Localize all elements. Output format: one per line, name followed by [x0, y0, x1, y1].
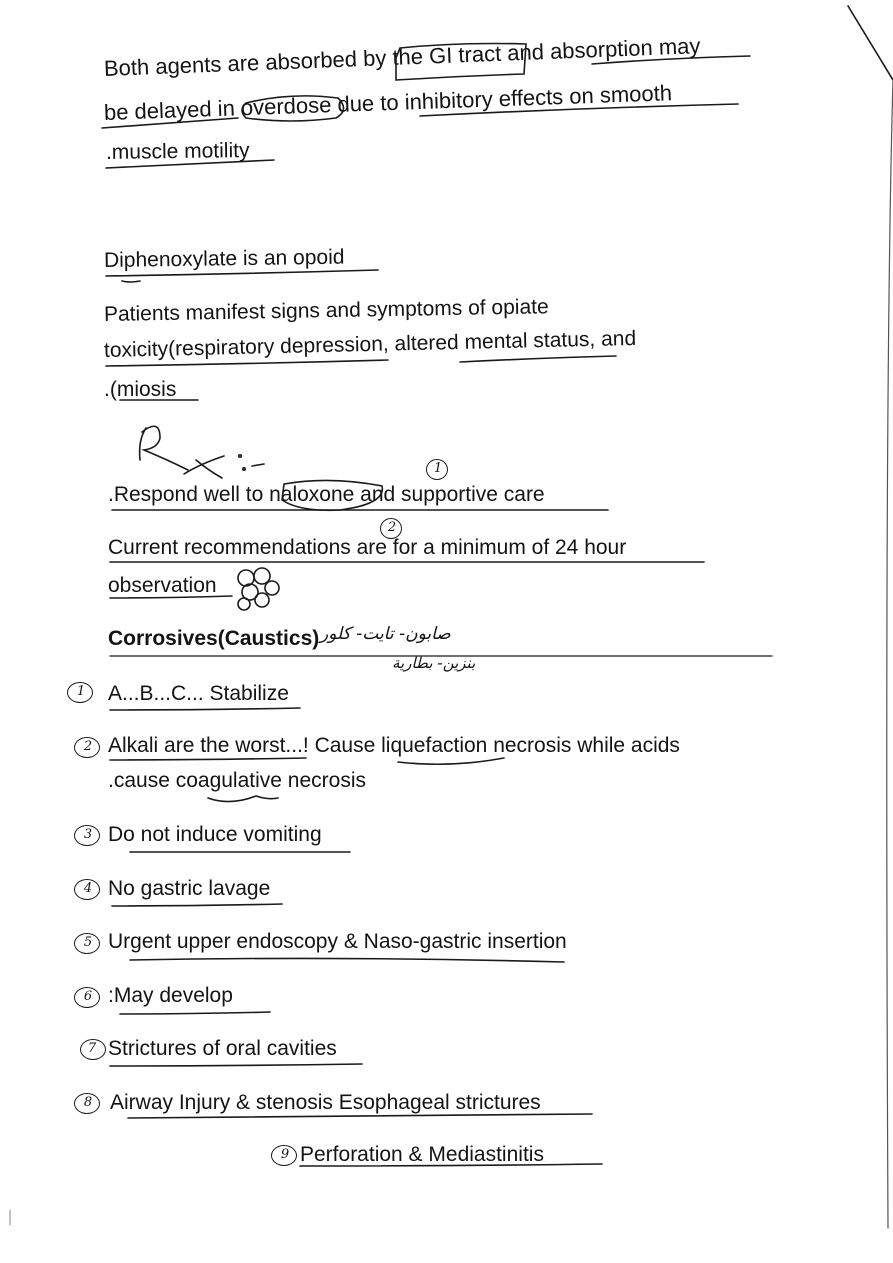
diphenoxylate-paragraph-line-3: .(miosis — [104, 378, 177, 401]
number-ring-7 — [80, 1039, 106, 1060]
number-ring-5 — [74, 933, 100, 954]
corrosives-item-2-line-1: Alkali are the worst...! Cause liquefaction necrosis while acids — [108, 734, 680, 757]
treatment-marker-1: 1 — [433, 461, 443, 476]
corrosives-item-4-number: 4 — [83, 881, 93, 896]
number-ring-t1 — [426, 459, 448, 480]
corrosives-item-2-line-2: .cause coagulative necrosis — [108, 769, 366, 792]
corrosives-item-6: :May develop — [108, 984, 233, 1007]
treatment-marker-2: 2 — [387, 520, 397, 535]
corrosives-item-7: Strictures of oral cavities — [108, 1037, 337, 1060]
intro-line-1: Both agents are absorbed by the GI tract and absorption may — [103, 33, 701, 81]
number-ring-6 — [74, 987, 100, 1008]
corrosives-item-4: No gastric lavage — [108, 877, 271, 900]
corrosives-item-9: Perforation & Mediastinitis — [300, 1143, 544, 1166]
corrosives-item-6-number: 6 — [83, 989, 93, 1004]
arabic-note-2: بنزين- بطارية — [392, 654, 476, 672]
number-ring-4 — [74, 879, 100, 900]
corrosives-item-8: Airway Injury & stenosis Esophageal strictures — [110, 1091, 541, 1114]
corrosives-item-8-number: 8 — [83, 1095, 93, 1110]
corrosives-item-5-number: 5 — [83, 935, 93, 950]
corrosives-item-1-number: 1 — [76, 684, 86, 699]
number-ring-2 — [74, 737, 100, 758]
diphenoxylate-heading: Diphenoxylate is an opoid — [103, 245, 345, 272]
intro-line-2: be delayed in overdose due to inhibitory effects on smooth — [103, 80, 673, 125]
treatment-item-2-line-2: observation — [108, 574, 217, 597]
diphenoxylate-paragraph-line-2: toxicity(respiratory depression, altered mental status, and — [103, 326, 637, 362]
number-ring-t2 — [380, 518, 402, 539]
arabic-note-1: صابون- تايت- كلور — [320, 624, 451, 644]
number-ring-3 — [74, 825, 100, 846]
corrosives-item-7-number: 7 — [87, 1041, 97, 1056]
diphenoxylate-paragraph-line-1: Patients manifest signs and symptoms of opiate — [103, 295, 549, 326]
corrosives-item-3-number: 3 — [83, 827, 93, 842]
treatment-item-2-line-1: Current recommendations are for a minimum of 24 hour — [108, 536, 627, 559]
corrosives-heading: Corrosives(Caustics) — [108, 627, 320, 650]
corrosives-item-9-number: 9 — [280, 1147, 290, 1162]
corrosives-item-5: Urgent upper endoscopy & Naso-gastric insertion — [108, 930, 567, 953]
number-ring-8 — [74, 1093, 100, 1114]
treatment-item-1: .Respond well to naloxone and supportive care — [108, 483, 545, 506]
number-ring-1 — [67, 682, 93, 703]
number-ring-9 — [271, 1145, 297, 1166]
corrosives-item-3: Do not induce vomiting — [108, 823, 322, 846]
corrosives-item-2-number: 2 — [83, 739, 93, 754]
intro-line-3: .muscle motility — [105, 138, 250, 164]
corrosives-item-1: A...B...C... Stabilize — [108, 682, 289, 705]
